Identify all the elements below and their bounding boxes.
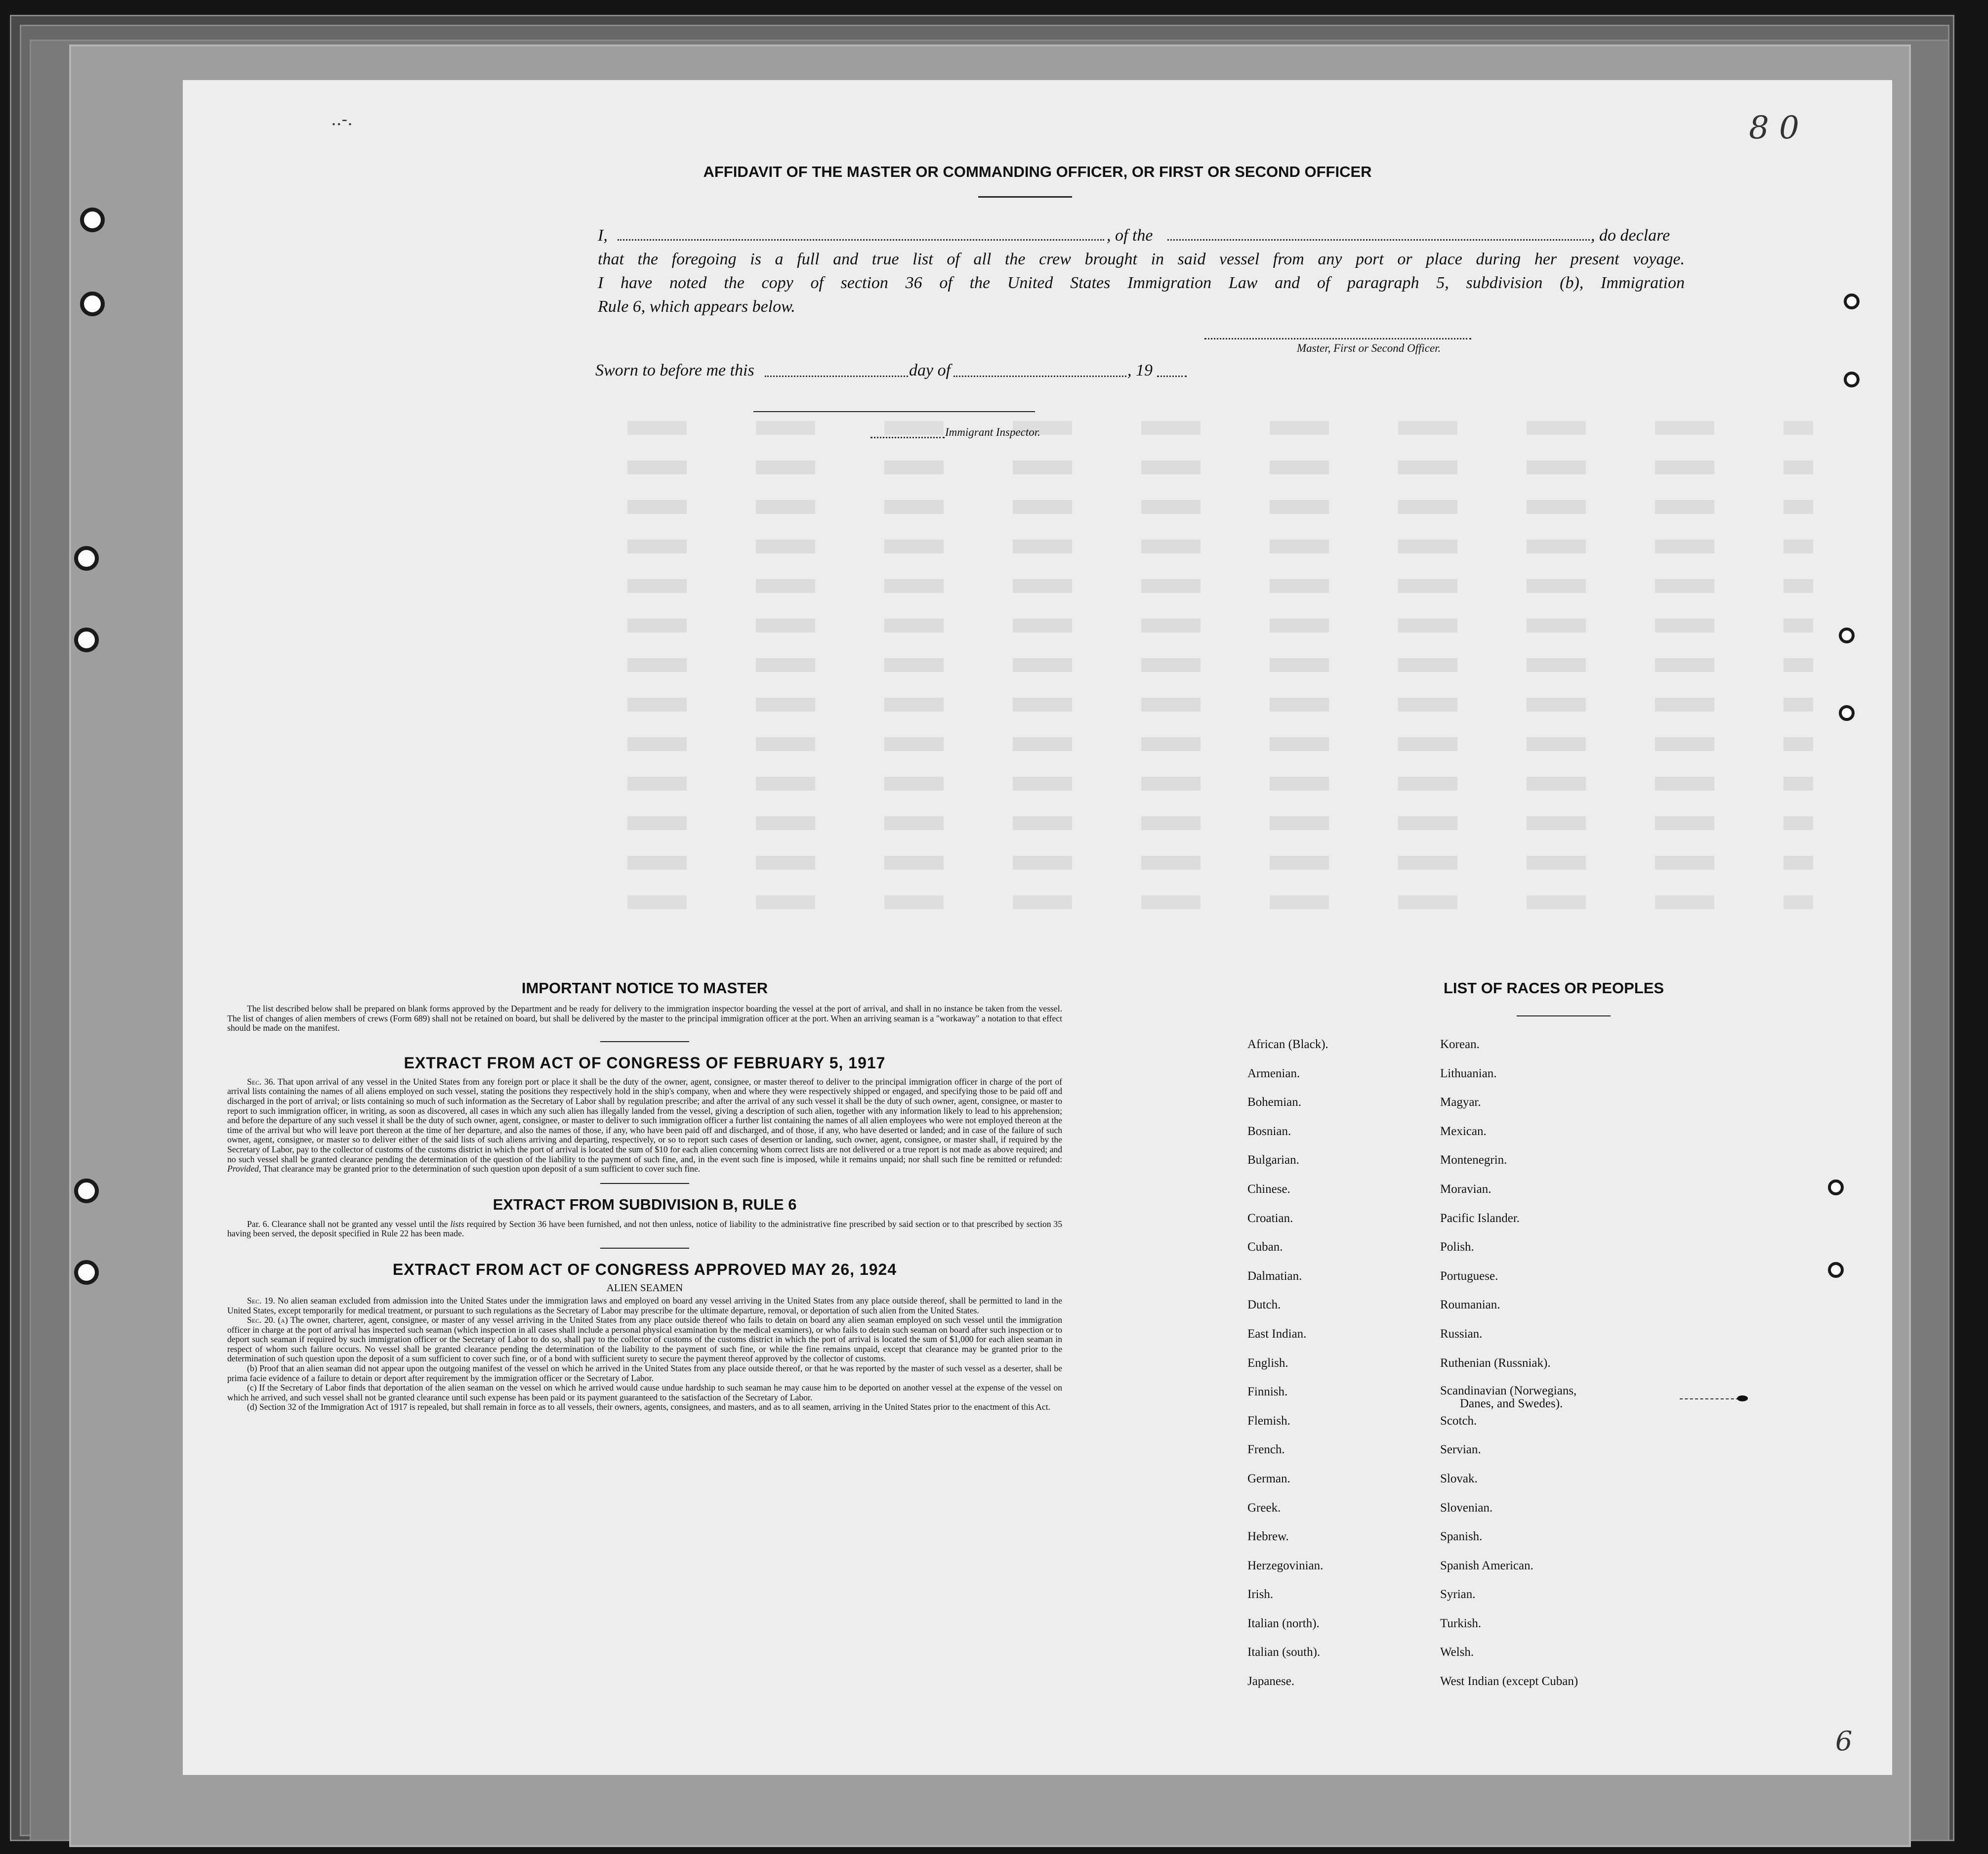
race-item: Slovak. [1440,1472,1478,1485]
notice-title: IMPORTANT NOTICE TO MASTER [521,979,768,997]
race-item: Dalmatian. [1247,1269,1302,1283]
extract-1917-title: EXTRACT FROM ACT OF CONGRESS OF FEBRUARY 5, 1917 [404,1053,886,1072]
binder-hole [1828,1262,1844,1278]
race-item: Cuban. [1247,1240,1283,1254]
bleed-through [183,80,1892,1775]
race-item: Finnish. [1247,1385,1288,1399]
binder-hole [80,208,105,232]
sworn-day-of: day of [909,361,951,379]
race-item: Italian (north). [1247,1616,1320,1630]
signature-blank [1204,338,1471,339]
signature-label: Master, First or Second Officer. [1297,342,1441,354]
sec20-c-text: (c) If the Secretary of Labor finds that deportation of the alien seaman on the vessel on which he arrived would cause undue hardship to such seaman he may cause him to be deported on another vessel at the expense of the vessel on which he arrived, and such vessel shall not be granted clearance until such expense has been paid or its payment guaranteed to the satisfaction of the Secretary of Labor. [227,1383,1062,1402]
race-item: Irish. [1247,1588,1274,1601]
race-item: African (Black). [1247,1038,1328,1051]
race-item: English. [1247,1356,1288,1370]
race-item: Croatian. [1247,1211,1293,1225]
sworn-month-blank [953,376,1126,377]
binder-hole [1844,294,1860,309]
race-item: Turkish. [1440,1616,1482,1630]
race-item: Russian. [1440,1327,1483,1341]
race-item: Bohemian. [1247,1096,1302,1109]
sworn-day-blank [765,376,908,377]
affidavit-line-2: that the foregoing is a full and true list of all the crew brought in said vessel from any port or place during her present voyage. [598,250,1685,268]
race-item: Polish. [1440,1240,1474,1254]
binder-hole [1828,1180,1844,1195]
notice-text: The list described below shall be prepared on blank forms approved by the Department and be ready for delivery to the immigration inspector boarding the vessel at the port of arrival, and shall in no instance be taken from the vessel. The list of changes of alien members of crews (Form 689) shall not be retained on board, but shall be delivered by the master to the principal immigration officer at the port. When an arriving seaman is a "workaway" a notation to that effect should be made on the manifest. [227,1004,1062,1033]
name-blank [618,239,1104,241]
binder-hole [74,628,99,652]
extract-1924-title: EXTRACT FROM ACT OF CONGRESS APPROVED MAY 26, 1924 [392,1260,897,1278]
race-item: Bulgarian. [1247,1153,1299,1167]
affidavit-line-4: Rule 6, which appears below. [598,297,795,316]
inspector-dotted [870,437,945,438]
inspector-signature-line [753,411,1035,412]
race-item: Roumanian. [1440,1298,1500,1312]
affidavit-line-1: I, [598,226,608,245]
divider [600,1041,689,1042]
top-left-scribble: ..-. [331,110,353,129]
pen-mark-dot [1737,1395,1748,1401]
binder-hole [74,1260,99,1285]
sec20-b-text: (b) Proof that an alien seaman did not appear upon the outgoing manifest of the vessel on which he arrived in the United States from any place outside thereof, or that he was reported by the master of such vessel as a deserter, shall be prima facie evidence of a failure to detain or deport after requirement by the immigration officer or the Secretary of Labor. [227,1363,1062,1383]
manifest-page [183,80,1892,1775]
affidavit-of-the: , of the [1107,226,1153,245]
page-number-handwritten: 8 0 [1749,110,1799,146]
race-item: Pacific Islander. [1440,1211,1520,1225]
race-item: Flemish. [1247,1414,1290,1428]
race-item: Magyar. [1440,1096,1481,1109]
races-column-2 [1440,1037,1578,1703]
title-divider [978,196,1072,198]
race-item: Servian. [1440,1443,1481,1457]
extract-rule6-title: EXTRACT FROM SUBDIVISION B, RULE 6 [493,1195,797,1213]
race-item: Korean. [1440,1038,1480,1051]
race-item: French. [1247,1443,1285,1457]
divider [600,1183,689,1184]
race-item: Mexican. [1440,1124,1487,1138]
binder-hole [74,546,99,571]
race-item: Lithuanian. [1440,1066,1497,1080]
binder-hole [74,1179,99,1203]
race-item: Bosnian. [1247,1124,1291,1138]
race-item: Dutch. [1247,1298,1281,1312]
race-item: West Indian (except Cuban) [1440,1675,1578,1688]
race-item: Ruthenian (Russniak). [1440,1356,1551,1370]
affidavit-declare: , do declare [1591,226,1670,245]
affidavit-title: AFFIDAVIT OF THE MASTER OR COMMANDING OFFICER, OR FIRST OR SECOND OFFICER [703,163,1372,180]
inspector-label: Immigrant Inspector. [945,426,1040,438]
sec20-text: Sec. 20. (a) The owner, charterer, agent, consignee, or master of any vessel arriving in the United States from any place outside thereof who fails to detain on board any alien seaman employed on such vessel until the immigration officer in charge at the port of arrival has inspected such seaman (which inspection in all cases shall include a personal physical examination by the medical examiners), or who fails to detain such seaman on board after such inspection or to deport such seaman if required by such immigration officer or the Secretary of Labor to do so, shall pay to the collector of customs of the customs district in which the port of arrival is located the sum of $1,000 for each alien seaman in respect of whom such failure occurs. No vessel shall be granted clearance pending the determination of the liability to the payment of such fine, or while the fine remains unpaid, except that clearance may be granted prior to the determination of such question upon the deposit of a sum sufficient to cover such fine, or of a bond with sufficient surety to secure the payment thereof approved by the collector of customs. [227,1315,1062,1364]
race-item: Montenegrin. [1440,1153,1507,1167]
race-item: Portuguese. [1440,1269,1498,1283]
race-item-scandinavian: Scandinavian (Norwegians, Danes, and Swedes). [1440,1384,1577,1411]
extract-1917-text: Sec. 36. That upon arrival of any vessel in the United States from any foreign port or place it shall be the duty of the owner, agent, consignee, or master thereof to deliver to the principal immigration officer in charge of the port of arrival lists containing the names of all aliens employed on such vessel, stating the positions they respectively hold in the ship's company, when and where they were respectively shipped or engaged, and specifying those to be paid off and discharged in the port of arrival; or lists containing so much of such information as the Secretary of Labor shall by regulation prescribe; and after the arrival of any such vessel it shall be the duty of such owner, agent, consignee, or master to report to such immigration officer, in writing, as soon as discovered, all cases in which any such alien has illegally landed from the vessel, giving a description of such alien, together with any information likely to lead to his apprehension; and before the departure of any such vessel it shall be the duty of such owner, agent, consignee, or master to deliver to such immigration officer a further list containing the names of all alien employees who were not employed thereon at the time of the arrival but who will leave port thereon at the time of her departure, and also the names of those, if any, who have been paid off and discharged, and of those, if any, who have deserted or landed; and in case of the failure of such owner, agent, consignee, or master so to deliver either of the said lists of such aliens arriving and departing, respectively, or so to report such cases of desertion or landing, such owner, agent, consignee, or master shall, if required by the Secretary of Labor, pay to the collector of customs of the customs district in which the port of arrival is located the sum of $10 for each alien concerning whom correct lists are not delivered or a true report is not made as above required; and no such vessel shall be granted clearance pending the determination of the question of the liability to the payment of such fine, and, in the event such fine is imposed, while it remains unpaid; nor shall such fine be remitted or refunded: Provided, That clearance may be granted prior to the determination of such question upon deposit of a sum sufficient to cover such fine. [227,1076,1062,1174]
race-item: German. [1247,1472,1290,1485]
binder-hole [80,292,105,316]
bottom-right-handwritten: 6 [1835,1726,1853,1757]
race-item: Greek. [1247,1501,1281,1515]
races-column-1 [1247,1037,1328,1703]
race-item: Hebrew. [1247,1530,1289,1544]
race-item: Syrian. [1440,1588,1476,1601]
race-item: Slovenian. [1440,1501,1493,1515]
race-item: Scotch. [1440,1414,1477,1428]
race-item: Welsh. [1440,1645,1474,1659]
race-item: Chinese. [1247,1182,1290,1196]
vessel-blank [1167,239,1590,241]
pen-mark-line [1680,1398,1739,1399]
race-item: Herzegovinian. [1247,1559,1324,1572]
extract-1924-subtitle: ALIEN SEAMEN [606,1281,683,1294]
binder-hole [1839,705,1855,721]
sec19-text: Sec. 19. No alien seaman excluded from admission into the United States under the immigration laws and employed on board any vessel arriving in the United States from any place outside thereof, shall be permitted to land in the United States, except temporarily for medical treatment, or pursuant to such regulations as the Secretary of Labor may prescribe for the ultimate departure, removal, or deportation of such alien from the United States. [227,1295,1062,1315]
affidavit-line-3: I have noted the copy of section 36 of the United States Immigration Law and of paragraph 5, subdivision (b), Immigration [598,274,1685,292]
extract-rule6-text: Par. 6. Clearance shall not be granted any vessel until the lists required by Section 36 have been furnished, and not then unless, notice of liability to the administrative fine prescribed by said section or to that prescribed by section 35 having been served, the deposit specified in Rule 22 has been made. [227,1219,1062,1239]
sworn-year: , 19 [1127,361,1153,379]
race-item: Armenian. [1247,1066,1300,1080]
binder-hole [1839,628,1855,643]
sworn-label: Sworn to before me this [595,361,754,379]
race-item: East Indian. [1247,1327,1307,1341]
race-item: Spanish. [1440,1530,1483,1544]
race-item: Italian (south). [1247,1645,1321,1659]
race-item: Spanish American. [1440,1559,1533,1572]
races-divider [1517,1015,1611,1016]
binder-hole [1844,372,1860,387]
race-item: Moravian. [1440,1182,1491,1196]
races-title: LIST OF RACES OR PEOPLES [1443,979,1664,997]
legal-notices [227,979,1062,1412]
sworn-year-blank [1157,376,1187,377]
sec20-d-text: (d) Section 32 of the Immigration Act of 1917 is repealed, but shall remain in force as to all vessels, their owners, agents, consignees, and masters, and as to all seamen, arriving in the United States prior to the enactment of this Act. [247,1402,1051,1412]
divider [600,1248,689,1249]
race-item: Japanese. [1247,1675,1295,1688]
